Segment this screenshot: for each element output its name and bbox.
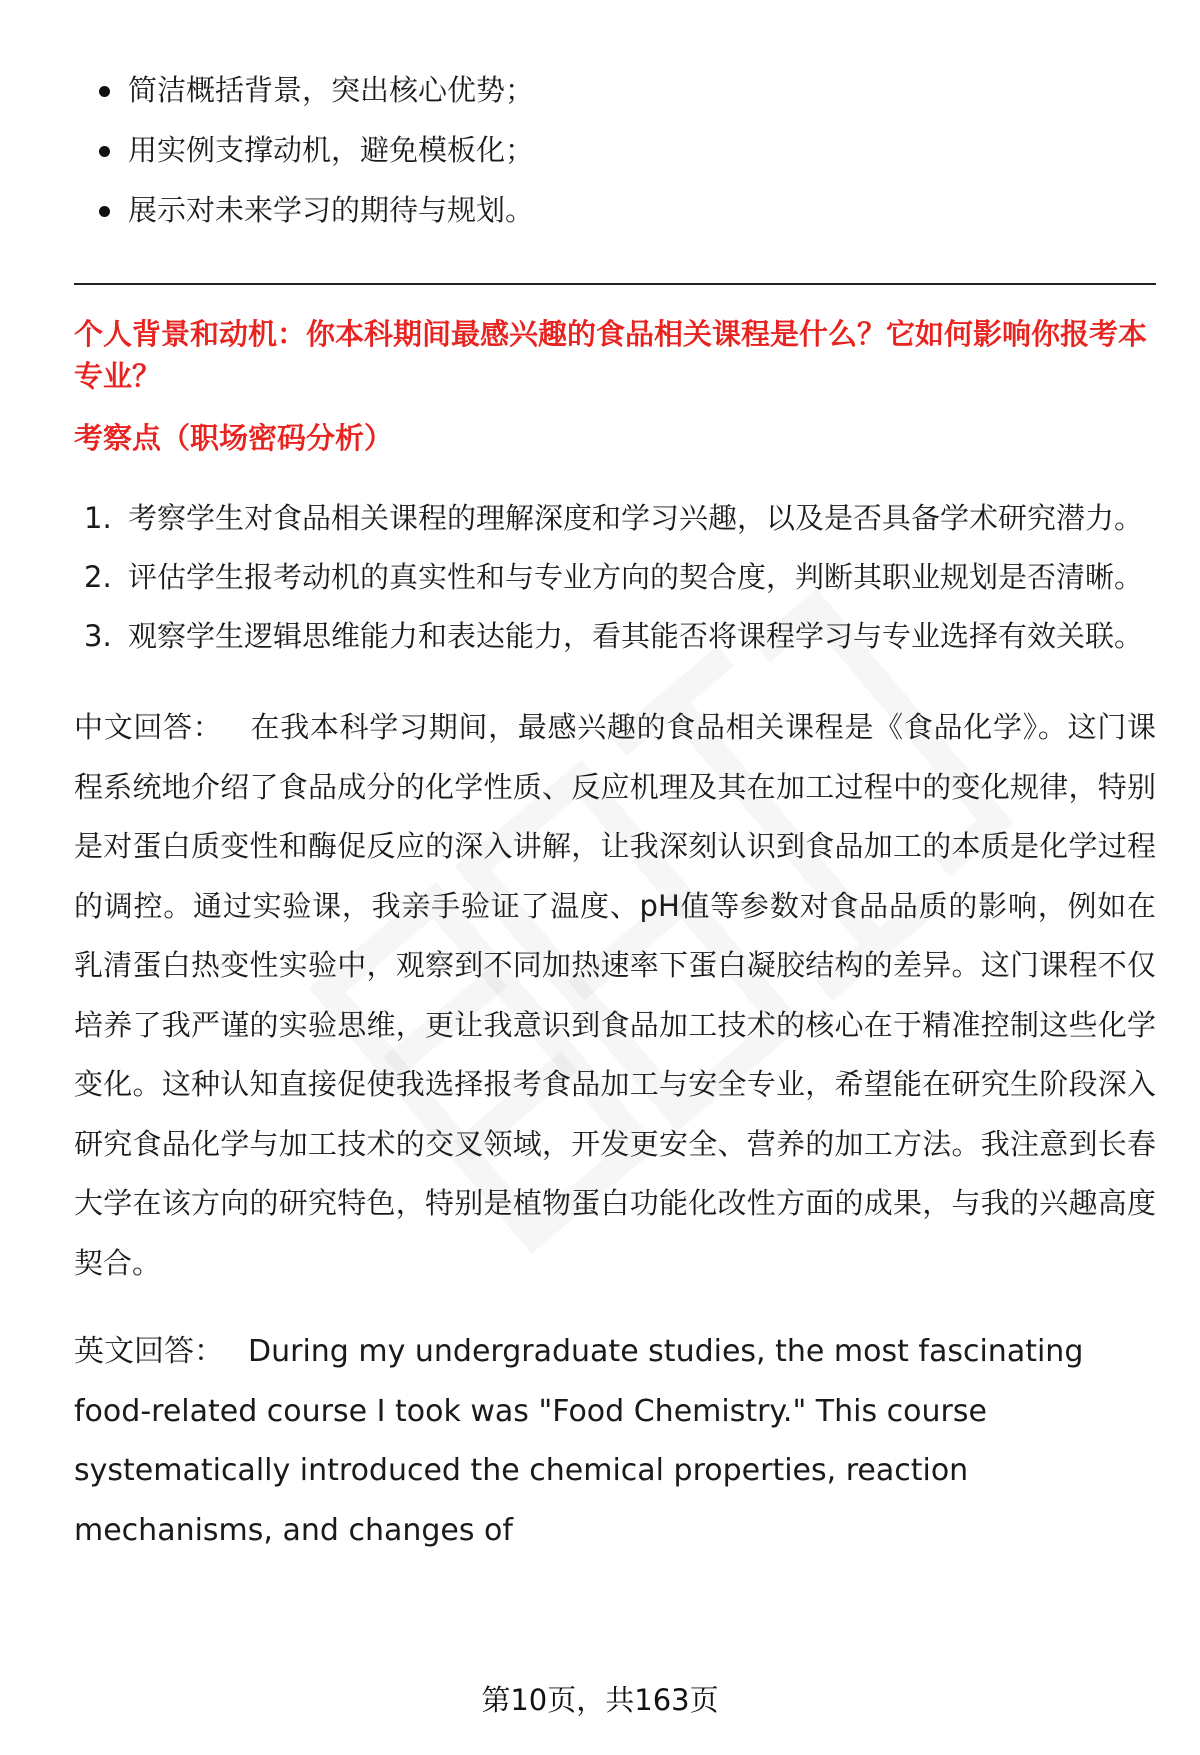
chinese-answer-text: 在我本科学习期间，最感兴趣的食品相关课程是《食品化学》。这门课程系统地介绍了食品成分的化学性质、反应机理及其在加工过程中的变化规律，特别是对蛋白质变性和酶促反应的深入讲解，让我深刻认识到食品加工的本质是化学过程的调控。通过实验课，我亲手验证了温度、pH值等参数对食品品质的影响，例如在乳清蛋白热变性实验中，观察到不同加热速率下蛋白凝胶结构的差异。这门课程不仅培养了我严谨的实验思维，更让我意识到食品加工技术的核心在于精准控制这些化学变化。这种认知直接促使我选择报考食品加工与安全专业，希望能在研究生阶段深入研究食品化学与加工技术的交叉领域，开发更安全、营养的加工方法。我注意到长春大学在该方向的研究特色，特别是植物蛋白功能化改性方面的成果，与我的兴趣高度契合。 (74, 710, 1156, 1280)
english-answer-text: During my undergraduate studies, the most fascinating food-related course I took was "Food Chemistry." This course systematically introduced the chemical properties, reaction mechanisms, and changes of (74, 1334, 1084, 1548)
chinese-answer (74, 698, 1156, 1293)
list-item: 简洁概括背景，突出核心优势； (74, 60, 1156, 120)
list-item-text: 考察学生对食品相关课程的理解深度和学习兴趣，以及是否具备学术研究潜力。 (128, 501, 1144, 535)
page-number-footer: 第10页，共163页 (481, 1683, 719, 1717)
question-heading: 个人背景和动机：你本科期间最感兴趣的食品相关课程是什么？它如何影响你报考本专业？ (74, 317, 1148, 393)
tips-list (74, 60, 1156, 240)
list-number: 1. (84, 501, 112, 535)
analysis-heading: 考察点（职场密码分析） (74, 421, 394, 455)
list-item-text: 评估学生报考动机的真实性和与专业方向的契合度，判断其职业规划是否清晰。 (128, 560, 1144, 594)
list-item: 展示对未来学习的期待与规划。 (74, 180, 1156, 240)
analysis-points-list (74, 489, 1156, 666)
list-item (74, 607, 1156, 666)
english-answer-label: 英文回答： (74, 1334, 224, 1369)
english-answer (74, 1322, 1156, 1560)
list-item-text: 观察学生逻辑思维能力和表达能力，看其能否将课程学习与专业选择有效关联。 (128, 619, 1144, 653)
list-number: 2. (84, 560, 112, 594)
chinese-answer-label: 中文回答： (74, 710, 223, 744)
list-item (74, 489, 1156, 548)
section-divider (74, 283, 1156, 285)
list-item: 用实例支撑动机，避免模板化； (74, 120, 1156, 180)
content-area (74, 60, 1156, 1590)
list-number: 3. (84, 619, 112, 653)
list-item (74, 548, 1156, 607)
